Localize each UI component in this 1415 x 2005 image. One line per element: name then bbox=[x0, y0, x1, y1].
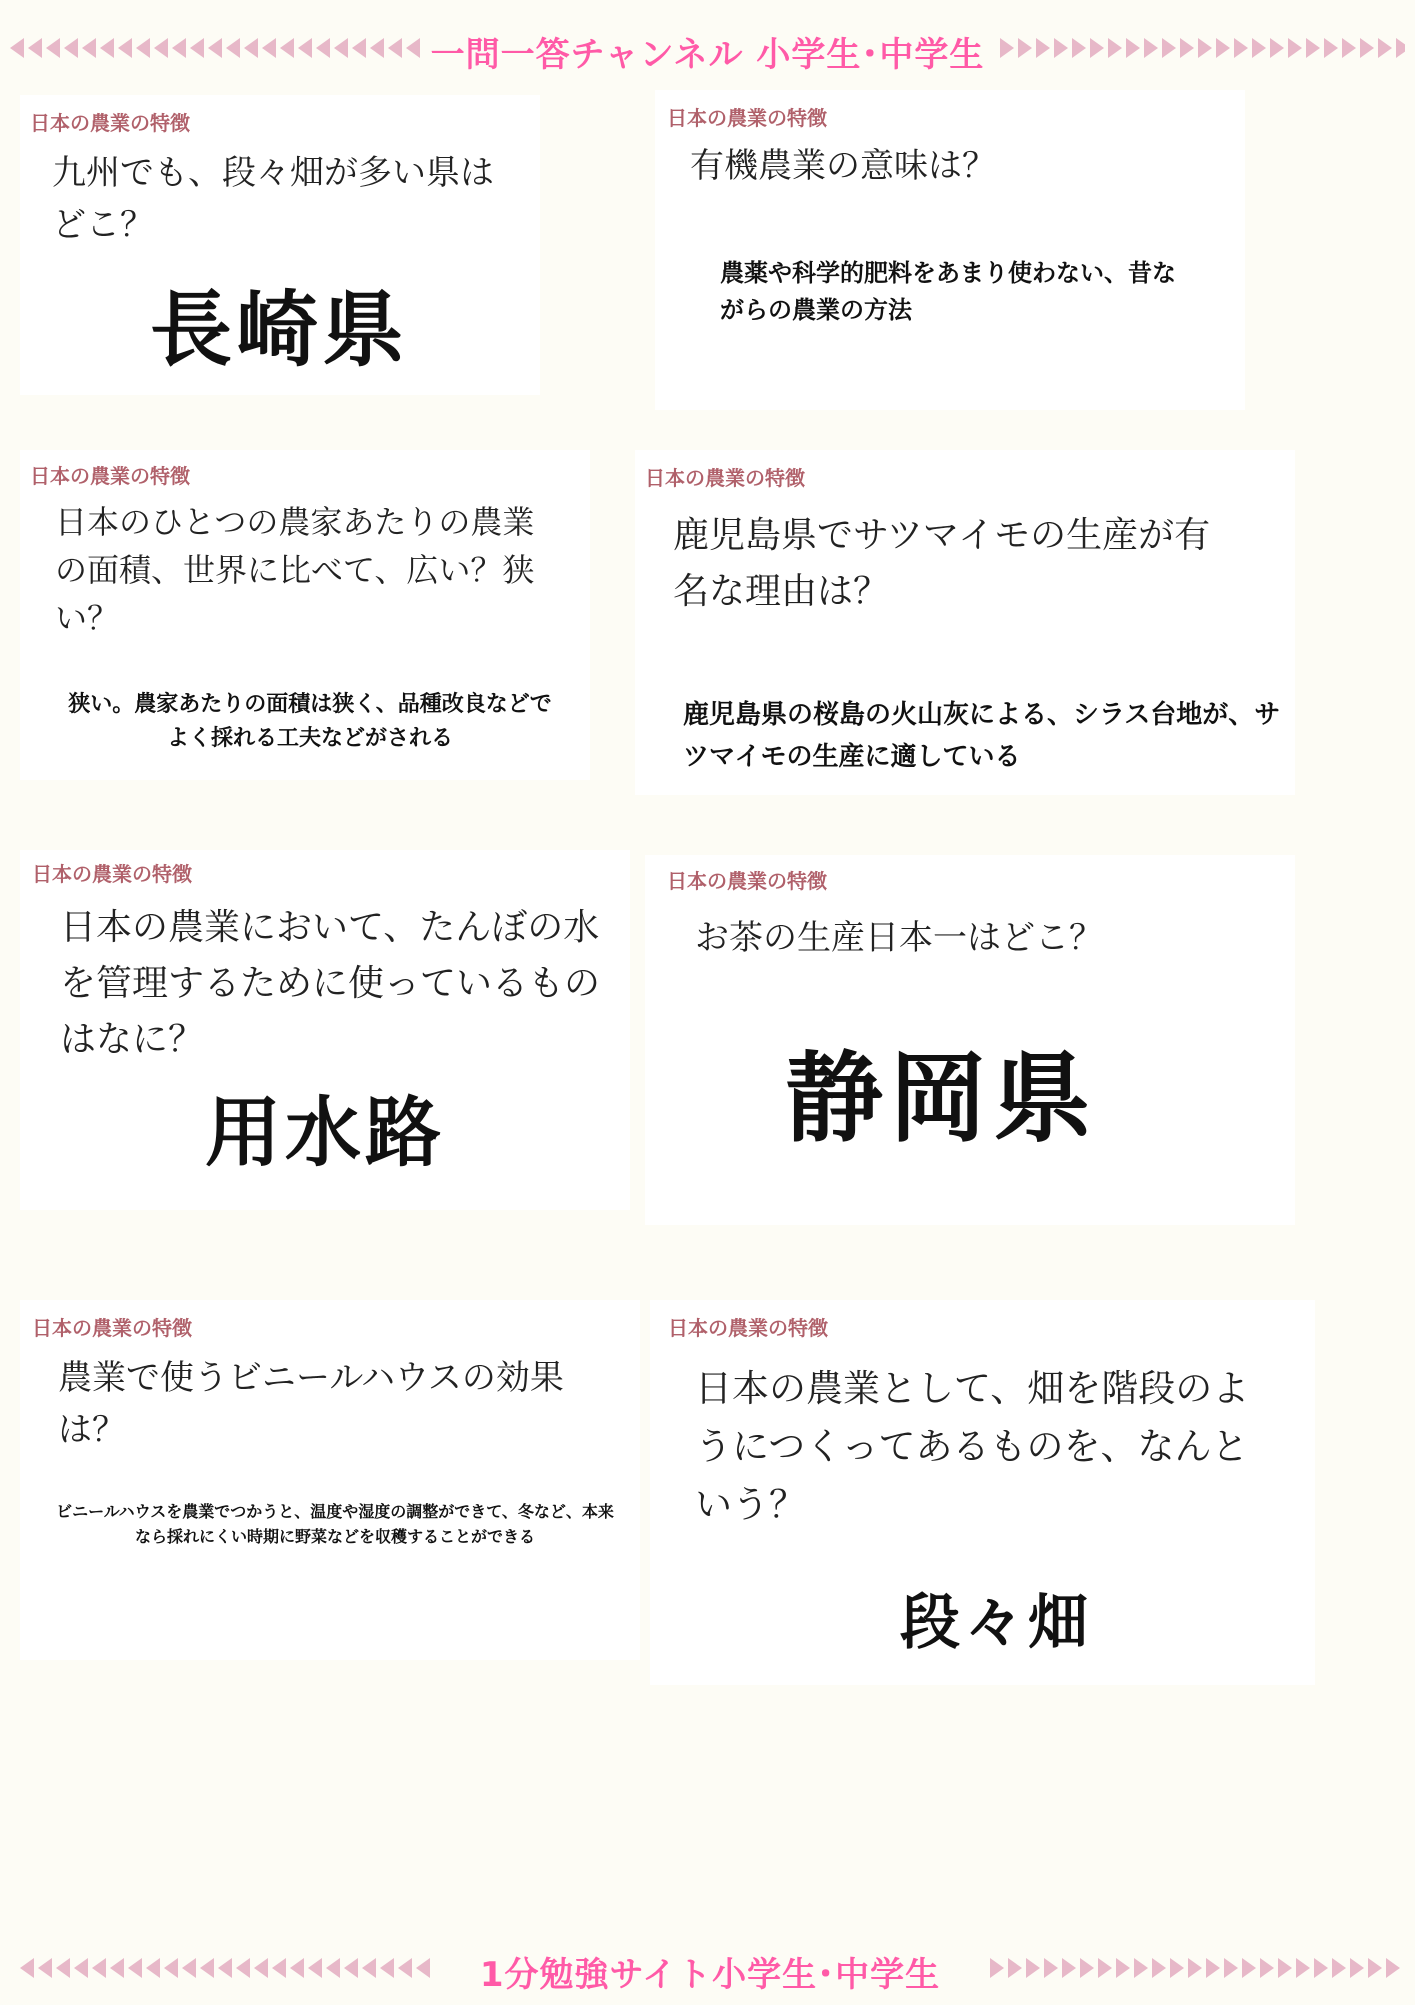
card-answer: 鹿児島県の桜島の火山灰による、シラス台地が、サツマイモの生産に適している bbox=[683, 700, 1281, 772]
bunting-left bbox=[20, 1957, 430, 1983]
bunting-right bbox=[990, 1957, 1405, 1983]
card-question: 日本のひとつの農家あたりの農業の面積、世界に比べて、広い？狭い？ bbox=[55, 503, 535, 637]
quiz-card-4 bbox=[635, 450, 1295, 795]
quiz-card-3 bbox=[20, 450, 590, 780]
card-category: 日本の農業の特徴 bbox=[30, 111, 190, 135]
card-category: 日本の農業の特徴 bbox=[667, 106, 827, 130]
card-question: 日本の農業において、たんぼの水を管理するために使っているものはなに？ bbox=[60, 907, 601, 1060]
footer-title: 1分勉強サイト小学生･中学生 bbox=[479, 1955, 941, 1995]
card-answer: ビニールハウスを農業でつかうと、温度や湿度の調整ができて、冬など、本来なら採れにくい時期に野菜などを収穫することができる bbox=[56, 1502, 614, 1546]
header-title: 一問一答チャンネル 小学生･中学生 bbox=[430, 35, 985, 75]
card-category: 日本の農業の特徴 bbox=[668, 1316, 828, 1340]
quiz-card-7 bbox=[20, 1300, 640, 1660]
card-category: 日本の農業の特徴 bbox=[30, 464, 190, 488]
quiz-card-6 bbox=[645, 855, 1295, 1225]
card-category: 日本の農業の特徴 bbox=[667, 869, 827, 893]
card-category: 日本の農業の特徴 bbox=[32, 862, 192, 886]
card-answer: 長崎県 bbox=[150, 283, 409, 378]
bunting-right bbox=[1000, 37, 1405, 63]
header-banner bbox=[0, 15, 1415, 85]
card-category: 日本の農業の特徴 bbox=[32, 1316, 192, 1340]
card-answer: 用水路 bbox=[205, 1088, 445, 1177]
card-answer: 静岡県 bbox=[785, 1042, 1098, 1156]
card-question: 日本の農業として、畑を階段のようにつくってあるものを、なんという？ bbox=[695, 1367, 1250, 1526]
card-question: 九州でも、段々畑が多い県はどこ？ bbox=[52, 153, 494, 245]
card-answer: 狭い。農家あたりの面積は狭く、品種改良などでよく採れる工夫などがされる bbox=[68, 692, 552, 752]
footer-banner bbox=[0, 1935, 1415, 2005]
quiz-card-1 bbox=[20, 95, 540, 395]
card-category: 日本の農業の特徴 bbox=[645, 466, 805, 490]
card-question: 有機農業の意味は？ bbox=[690, 146, 996, 186]
card-question: 鹿児島県でサツマイモの生産が有名な理由は？ bbox=[673, 515, 1211, 612]
card-question: 農業で使うビニールハウスの効果は？ bbox=[58, 1358, 564, 1450]
bunting-left bbox=[10, 37, 420, 63]
card-answer: 段々畑 bbox=[900, 1588, 1092, 1658]
quiz-card-5 bbox=[20, 850, 630, 1210]
quiz-card-8 bbox=[650, 1300, 1315, 1685]
card-answer: 農薬や科学的肥料をあまり使わない、昔ながらの農業の方法 bbox=[720, 259, 1176, 325]
quiz-card-2 bbox=[655, 90, 1245, 410]
card-question: お茶の生産日本一はどこ？ bbox=[695, 918, 1103, 958]
